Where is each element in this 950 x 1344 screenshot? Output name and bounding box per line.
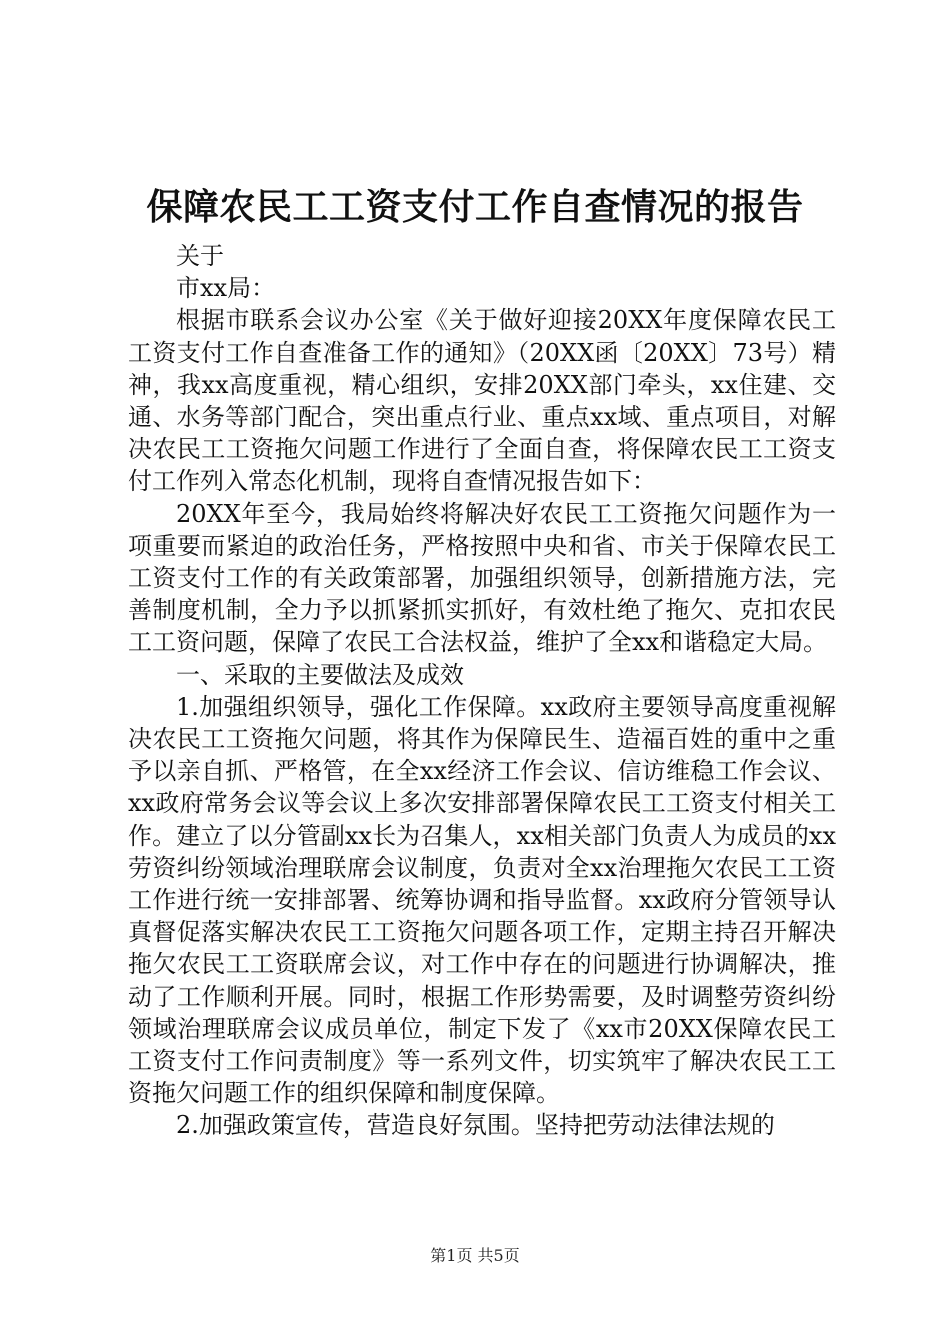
document-body (128, 240, 836, 1142)
document-title: 保障农民工工资支付工作自查情况的报告 (146, 186, 804, 228)
paragraph-intro: 根据市联系会议办公室《关于做好迎接20XX年度保障农民工工资支付工作自查准备工作的通知》（20XX函〔20XX〕73号）精神，我xx高度重视，精心组织，安排20XX部门牵头，xx住建、交通、水务等部门配合，突出重点行业、重点xx域、重点项目，对解决农民工工资拖欠问题工作进行了全面自查，将保障农民工工资支付工作列入常态化机制，现将自查情况报告如下： (128, 306, 836, 496)
paragraph-guanyu: 关于 (176, 242, 224, 270)
page-footer: 第1页 共5页 (430, 1246, 520, 1265)
paragraph-recipient: 市xx局： (176, 274, 276, 303)
section-heading-1: 一、采取的主要做法及成效 (176, 660, 464, 689)
paragraph-overview: 20XX年至今，我局始终将解决好农民工工资拖欠问题作为一项重要而紧迫的政治任务，严格按照中央和省、市关于保障农民工工资支付工作的有关政策部署，加强组织领导，创新措施方法，完善制度机制，全力予以抓紧抓实抓好，有效杜绝了拖欠、克扣农民工工资问题，保障了农民工合法权益，维护了全xx和谐稳定大局。 (128, 499, 836, 657)
paragraph-item-1: 1.加强组织领导，强化工作保障。xx政府主要领导高度重视解决农民工工资拖欠问题，将其作为保障民生、造福百姓的重中之重予以亲自抓、严格管，在全xx经济工作会议、信访维稳工作会议、xx政府常务会议等会议上多次安排部署保障农民工工资支付相关工作。建立了以分管副xx长为召集人，xx相关部门负责人为成员的xx劳资纠纷领域治理联席会议制度，负责对全xx治理拖欠农民工工资工作进行统一安排部署、统筹协调和指导监督。xx政府分管领导认真督促落实解决农民工工资拖欠问题各项工作，定期主持召开解决拖欠农民工工资联席会议，对工作中存在的问题进行协调解决，推动了工作顺利开展。同时，根据工作形势需要，及时调整劳资纠纷领域治理联席会议成员单位，制定下发了《xx市20XX保障农民工工资支付工作问责制度》等一系列文件，切实筑牢了解决农民工工资拖欠问题工作的组织保障和制度保障。 (128, 692, 836, 1108)
paragraph-item-2: 2.加强政策宣传，营造良好氛围。坚持把劳动法律法规的 (176, 1111, 775, 1140)
